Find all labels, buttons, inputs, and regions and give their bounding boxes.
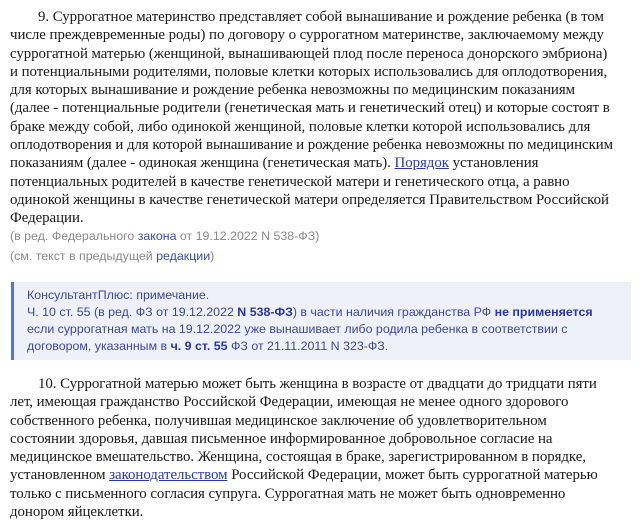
law-538-link[interactable]: N 538-ФЗ bbox=[237, 305, 293, 319]
text-line: лет, имеющая гражданство Российской Федерации, имеющая не менее одного здорового bbox=[10, 394, 569, 411]
note-text: договором, указанным в bbox=[27, 339, 171, 353]
paragraph-10 bbox=[10, 375, 636, 521]
text-line: потенциальных родителей в качестве генетической матери и генетического отца, а равно bbox=[10, 173, 570, 190]
text-line: одинокой женщины в качестве генетической матери определяется Правительством Российской bbox=[10, 191, 609, 208]
edition-text: от 19.12.2022 N 538-ФЗ) bbox=[176, 229, 320, 243]
note-line: если суррогатная мать на 19.12.2022 уже вынашивает либо родила ребенка в соответствии с bbox=[27, 322, 568, 336]
text-line: 10. Суррогатной матерью может быть женщина в возрасте от двадцати до тридцати пяти bbox=[38, 376, 597, 392]
edition-text: (в ред. Федерального bbox=[10, 229, 138, 243]
text-line: только с письменного согласия супруга. Суррогатная мать не может быть одновременно bbox=[10, 485, 566, 502]
note-text: ФЗ от 21.11.2011 N 323-ФЗ. bbox=[227, 339, 389, 353]
text-line: для которых вынашивание и рождение ребенка невозможны по медицинским показаниям bbox=[10, 82, 576, 99]
text-line: состоянии здоровья, давшая письменное информированное добровольное согласие на bbox=[10, 430, 553, 447]
part-9-article-55-link[interactable]: ч. 9 ст. 55 bbox=[170, 339, 228, 353]
text-line: собственного ребенка, получившая медицинское заключение об удовлетворительном bbox=[10, 412, 547, 429]
text-line: (далее - потенциальные родители (генетическая мать и генетический отец) и которые состоят в bbox=[10, 100, 610, 117]
text-line bbox=[10, 154, 636, 172]
text-line: и потенциальными родителями, половые клетки которых использовались для оплодотворения, bbox=[10, 63, 608, 80]
federal-law-link[interactable]: закона bbox=[137, 229, 177, 243]
text-line: медицинское вмешательство. Женщина, состоящая в браке, зарегистрированном в порядке, bbox=[10, 449, 586, 466]
consultant-note-box bbox=[11, 282, 631, 360]
note-text: Ч. 10 ст. 55 (в ред. ФЗ от 19.12.2022 bbox=[27, 305, 238, 319]
not-applied-text: не применяется bbox=[494, 305, 593, 319]
note-line bbox=[27, 338, 631, 355]
previous-edition-text: ) bbox=[210, 249, 215, 263]
previous-edition-text: (см. текст в предыдущей bbox=[10, 249, 157, 263]
legislation-link[interactable]: законодательством bbox=[109, 467, 228, 484]
text-segment: показаниям (далее - одинокая женщина (генетическая мать). bbox=[10, 155, 395, 172]
previous-edition-link[interactable]: редакции bbox=[156, 249, 211, 263]
note-heading: КонсультантПлюс: примечание. bbox=[27, 288, 210, 302]
text-line: числе преждевременные роды) по договору о суррогатном материнстве, заключаемому между bbox=[10, 27, 604, 44]
text-line: браке между собой, либо одинокой женщиной, половые клетки которой использовались для bbox=[10, 118, 591, 135]
order-link[interactable]: Порядок bbox=[394, 155, 449, 172]
edition-note bbox=[10, 229, 319, 243]
text-line: суррогатной матерью (женщиной, вынашивающей плод после переноса донорского эмбриона) bbox=[10, 45, 608, 62]
note-text: ) в части наличия гражданства РФ bbox=[292, 305, 495, 319]
note-line bbox=[27, 304, 631, 321]
text-line: Федерации. bbox=[10, 210, 84, 227]
text-segment: установленном bbox=[10, 467, 110, 484]
text-segment: установления bbox=[448, 155, 539, 172]
paragraph-9 bbox=[10, 8, 636, 228]
text-line: оплодотворения и для которой вынашивание и рождение ребенка невозможны по медицинским bbox=[10, 137, 614, 154]
text-segment: Российской Федерации, может быть суррогатной матерью bbox=[227, 467, 598, 484]
previous-edition-note bbox=[10, 249, 214, 263]
text-line: 9. Суррогатное материнство представляет собой вынашивание и рождение ребенка (в том bbox=[38, 9, 604, 25]
text-line bbox=[10, 466, 636, 484]
text-line: донором яйцеклетки. bbox=[10, 504, 144, 521]
